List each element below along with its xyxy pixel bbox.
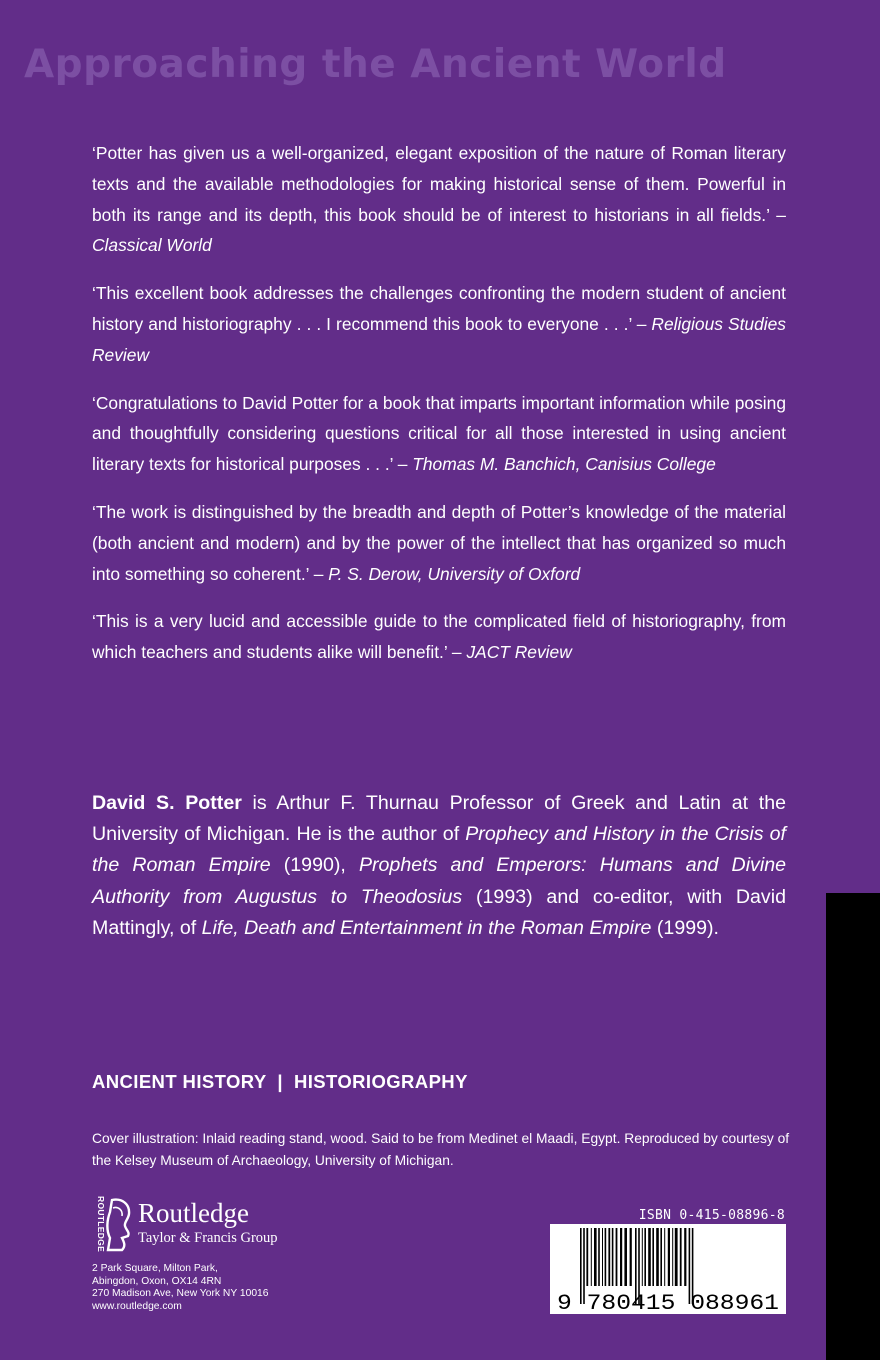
barcode	[550, 1224, 786, 1314]
author-name: David S. Potter	[92, 792, 242, 814]
quote-dash: –	[769, 204, 786, 225]
book-title: Prophecy and History in the Crisis of the Roman Empire	[92, 823, 786, 877]
quote-dash: –	[631, 313, 652, 334]
cover-credit: Cover illustration: Inlaid reading stand, wood. Said to be from Medinet el Maadi, Egypt. Reproduced by courtesy of the Kelsey Museum of Archaeology, University of Michigan.	[92, 1131, 790, 1168]
quote-text: ‘Potter has given us a well-organized, elegant exposition of the nature of Roman literary texts and the available methodologies for making historical sense of them. Powerful in both its range and its depth, this book should be of interest to historians in all fields.’	[92, 143, 786, 225]
publisher-name: Routledge	[138, 1198, 249, 1228]
bio-text: (1999).	[651, 916, 719, 939]
quote-source: Classical World	[92, 235, 212, 256]
quote-text: ‘Congratulations to David Potter for a book that imparts important information while posing and thoughtfully considering questions critical for all those interested in using ancient literary texts for historical purposes . . .’	[92, 392, 786, 475]
routledge-head-icon	[106, 1198, 134, 1252]
bio-text: (1993) and co-editor, with David Mattingly, of	[92, 885, 786, 939]
spine-edge-strip	[826, 893, 880, 1360]
address-line: 270 Madison Ave, New York NY 10016	[92, 1288, 269, 1299]
barcode-digits: 9 780415 088961	[557, 1291, 779, 1314]
quote-source: JACT Review	[466, 642, 572, 663]
publisher-logo	[92, 1196, 312, 1256]
quote-dash: –	[392, 454, 413, 475]
address-line: Abingdon, Oxon, OX14 4RN	[92, 1275, 222, 1287]
quote-source: P. S. Derow, University of Oxford	[328, 563, 581, 584]
book-title: Prophets and Emperors: Humans and Divine Authority from Augustus to Theodosius	[92, 854, 786, 908]
address-line: www.routledge.com	[92, 1300, 182, 1312]
publisher-group: Taylor & Francis Group	[138, 1230, 278, 1246]
review-quotes	[92, 138, 786, 685]
quote-dash: –	[447, 642, 467, 663]
series-title: Approaching the Ancient World	[24, 42, 727, 87]
review-quote	[92, 278, 786, 370]
review-quote	[92, 497, 786, 589]
bio-text: (1990),	[270, 854, 359, 877]
book-title: Life, Death and Entertainment in the Roman Empire	[201, 916, 652, 939]
subject-categories: ANCIENT HISTORY | HISTORIOGRAPHY	[92, 1071, 468, 1092]
bio-text: is Arthur F. Thurnau Professor of Greek and Latin at the University of Michigan. He is the author of	[92, 792, 786, 846]
isbn-number: ISBN 0-415-08896-8	[638, 1208, 785, 1223]
review-quote	[92, 138, 786, 261]
author-bio	[92, 788, 786, 944]
review-quote	[92, 606, 786, 668]
quote-text: ‘The work is distinguished by the breadth and depth of Potter’s knowledge of the material (both ancient and modern) and by the power of the intellect that has organized so much into something so coherent.’	[92, 501, 786, 584]
quote-text: ‘This is a very lucid and accessible guide to the complicated field of historiography, from which teachers and students alike will benefit.’	[92, 611, 786, 663]
publisher-address	[92, 1263, 269, 1313]
barcode-digits-layer	[550, 1224, 786, 1314]
quote-source: Thomas M. Banchich, Canisius College	[412, 454, 716, 475]
quote-text: ‘This excellent book addresses the challenges confronting the modern student of ancient history and historiography . . . I recommend this book to everyone . . .’	[92, 283, 786, 334]
review-quote	[92, 388, 786, 480]
address-line: 2 Park Square, Milton Park,	[92, 1263, 218, 1274]
quote-source: Religious Studies Review	[92, 313, 786, 365]
logo-side-text: ROUTLEDGE	[96, 1196, 106, 1253]
quote-dash: –	[308, 563, 329, 584]
